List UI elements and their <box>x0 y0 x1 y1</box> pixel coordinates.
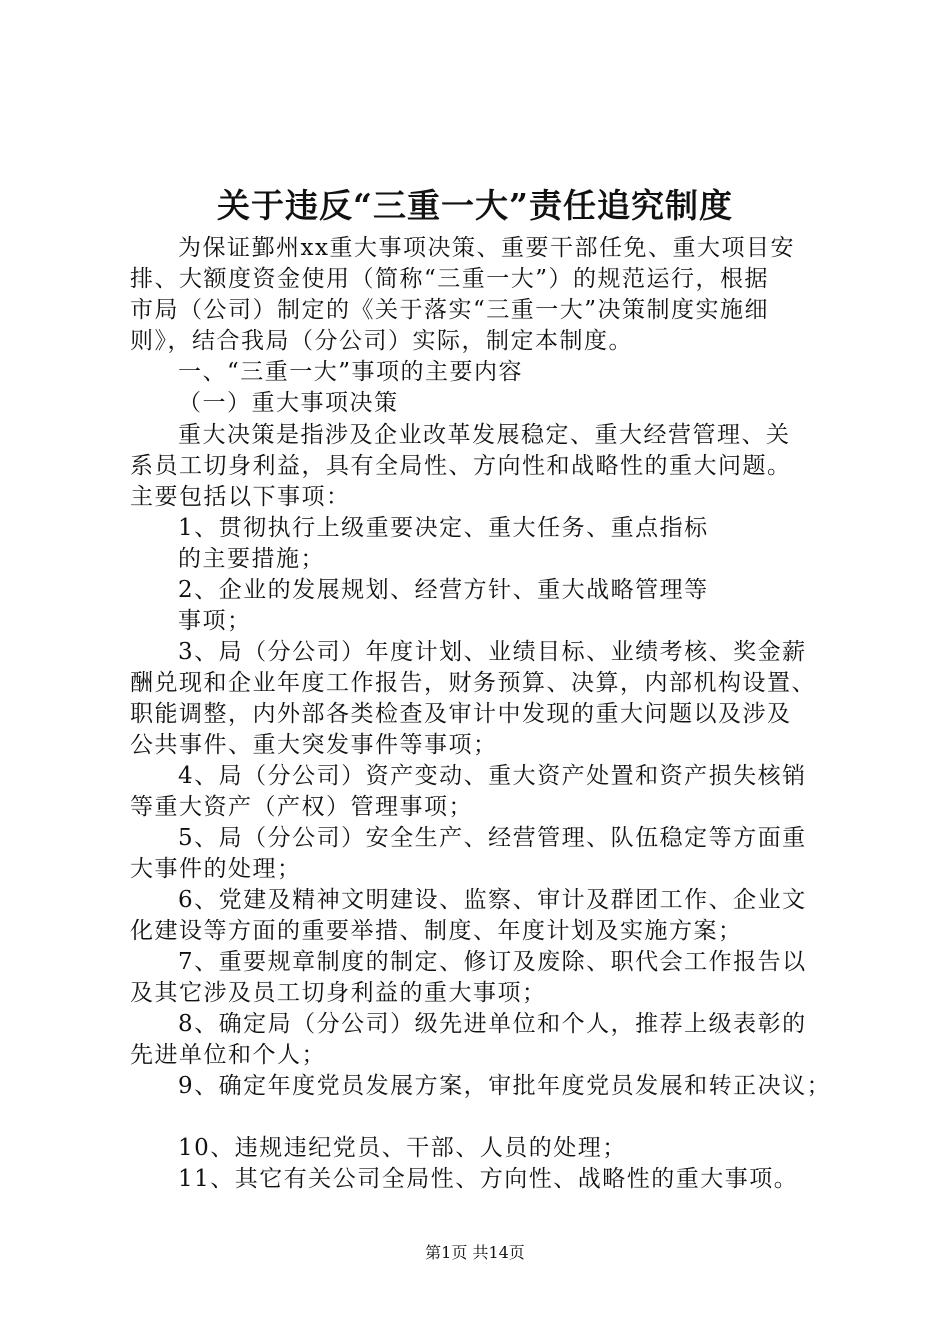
text-line: 主要包括以下事项： <box>130 484 351 510</box>
text-line: 等重大资产（产权）管理事项； <box>130 794 473 820</box>
list-item: 3、局（分公司）年度计划、业绩目标、业绩考核、奖金薪 <box>178 639 807 665</box>
text-line: 系员工切身利益，具有全局性、方向性和战略性的重大问题。 <box>130 453 792 479</box>
list-item-continuation: 的主要措施； <box>178 546 325 572</box>
list-item: 11、其它有关公司全局性、方向性、战略性的重大事项。 <box>178 1166 799 1192</box>
page-footer: 第1页 共14页 <box>425 1243 525 1262</box>
document-title: 关于违反“三重一大”责任追究制度 <box>217 186 733 225</box>
list-item: 7、重要规章制度的制定、修订及废除、职代会工作报告以 <box>178 949 807 975</box>
list-item-continuation: 事项； <box>178 608 252 634</box>
text-line: 重大决策是指涉及企业改革发展稳定、重大经营管理、关 <box>178 422 791 448</box>
text-line: 排、大额度资金使用（简称“三重一大”）的规范运行，根据 <box>130 266 770 292</box>
text-line: 及其它涉及员工切身利益的重大事项； <box>130 980 547 1006</box>
list-item: 2、企业的发展规划、经营方针、重大战略管理等 <box>178 577 709 603</box>
text-line: 酬兑现和企业年度工作报告，财务预算、决算，内部机构设置、 <box>130 670 816 696</box>
list-item: 4、局（分公司）资产变动、重大资产处置和资产损失核销 <box>178 763 807 789</box>
text-line: 公共事件、重大突发事件等事项； <box>130 732 498 758</box>
text-line: 职能调整，内外部各类检查及审计中发现的重大问题以及涉及 <box>130 701 792 727</box>
text-line: 为保证鄞州xx重大事项决策、重要干部任免、重大项目安 <box>178 235 795 261</box>
section-heading: 一、“三重一大”事项的主要内容 <box>178 359 524 385</box>
text-line: 大事件的处理； <box>130 856 302 882</box>
subsection-heading: （一）重大事项决策 <box>178 390 399 416</box>
text-line: 先进单位和个人； <box>130 1042 326 1068</box>
list-item: 5、局（分公司）安全生产、经营管理、队伍稳定等方面重 <box>178 825 807 851</box>
list-item: 10、违规违纪党员、干部、人员的处理； <box>178 1135 627 1161</box>
text-line: 化建设等方面的重要举措、制度、年度计划及实施方案； <box>130 918 743 944</box>
text-line: 则》，结合我局（分公司）实际，制定本制度。 <box>130 328 633 354</box>
list-item: 1、贯彻执行上级重要决定、重大任务、重点指标 <box>178 515 709 541</box>
text-line: 市局（公司）制定的《关于落实“三重一大”决策制度实施细 <box>130 297 770 323</box>
list-item: 9、确定年度党员发展方案，审批年度党员发展和转正决议； <box>178 1073 832 1099</box>
list-item: 6、党建及精神文明建设、监察、审计及群团工作、企业文 <box>178 887 807 913</box>
list-item: 8、确定局（分公司）级先进单位和个人，推荐上级表彰的 <box>178 1011 807 1037</box>
